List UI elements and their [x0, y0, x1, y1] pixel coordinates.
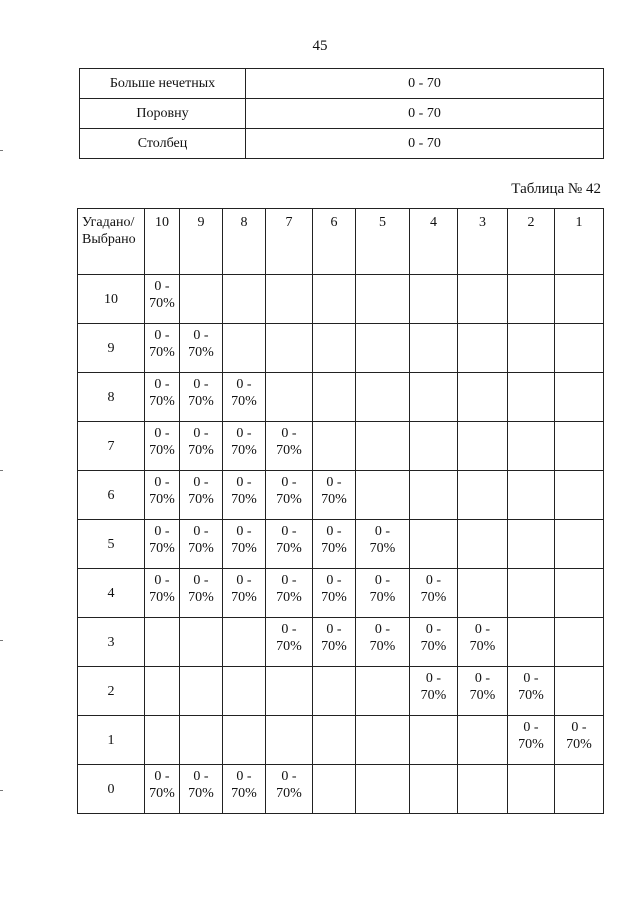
- grid-column-header: 10: [145, 209, 180, 275]
- grid-value-cell: [223, 422, 266, 471]
- grid-value-cell: [180, 569, 223, 618]
- grid-empty-cell: [555, 618, 604, 667]
- grid-empty-cell: [145, 716, 180, 765]
- grid-empty-cell: [555, 667, 604, 716]
- grid-value-cell: [313, 569, 356, 618]
- grid-empty-cell: [458, 569, 508, 618]
- grid-empty-cell: [555, 520, 604, 569]
- cell-value-line-1: 0 -: [374, 622, 391, 637]
- grid-empty-cell: [555, 422, 604, 471]
- cell-value-line-2: 70%: [566, 737, 592, 752]
- scan-edge-marks: [0, 0, 6, 905]
- grid-column-header: 9: [180, 209, 223, 275]
- grid-value-cell: [145, 275, 180, 324]
- grid-value-cell: [266, 520, 313, 569]
- grid-empty-cell: [180, 667, 223, 716]
- grid-empty-cell: [410, 471, 458, 520]
- cell-value-line-1: 0 -: [154, 279, 170, 294]
- grid-row: [78, 569, 604, 618]
- grid-row-label: 8: [78, 373, 145, 422]
- cell-value-line-2: 70%: [188, 492, 214, 507]
- grid-empty-cell: [555, 324, 604, 373]
- cell-value-line-1: 0 -: [326, 524, 342, 539]
- grid-row-label: 3: [78, 618, 145, 667]
- grid-empty-cell: [508, 324, 555, 373]
- grid-value-cell: [313, 471, 356, 520]
- cell-value-line-2: 70%: [188, 590, 214, 605]
- cell-value-line-1: 0 -: [281, 769, 297, 784]
- grid-empty-cell: [555, 471, 604, 520]
- grid-value-cell: [313, 618, 356, 667]
- grid-empty-cell: [508, 471, 555, 520]
- grid-empty-cell: [180, 275, 223, 324]
- cell-value-line-1: 0 -: [193, 377, 209, 392]
- cell-value-line-1: 0 -: [193, 524, 209, 539]
- grid-empty-cell: [356, 716, 410, 765]
- grid-row: [78, 520, 604, 569]
- grid-value-cell: [180, 324, 223, 373]
- cell-value-line-2: 70%: [231, 394, 257, 409]
- grid-empty-cell: [458, 373, 508, 422]
- cell-value-line-2: 70%: [149, 786, 175, 801]
- grid-empty-cell: [223, 275, 266, 324]
- grid-empty-cell: [508, 765, 555, 814]
- grid-value-cell: [145, 373, 180, 422]
- grid-value-cell: [266, 765, 313, 814]
- grid-empty-cell: [555, 373, 604, 422]
- grid-empty-cell: [313, 324, 356, 373]
- grid-row-label: 9: [78, 324, 145, 373]
- top-table-value-cell: 0 - 70: [246, 129, 604, 159]
- grid-value-cell: [410, 618, 458, 667]
- grid-empty-cell: [223, 716, 266, 765]
- grid-value-cell: [145, 471, 180, 520]
- top-table-value-cell: 0 - 70: [246, 99, 604, 129]
- cell-value-line-1: 0 -: [193, 426, 209, 441]
- grid-empty-cell: [410, 373, 458, 422]
- cell-value-line-2: 70%: [276, 639, 302, 654]
- grid-value-cell: [180, 373, 223, 422]
- grid-empty-cell: [508, 569, 555, 618]
- cell-value-line-1: 0 -: [193, 573, 209, 588]
- cell-value-line-1: 0 -: [193, 475, 209, 490]
- grid-empty-cell: [508, 618, 555, 667]
- grid-row-label: 4: [78, 569, 145, 618]
- top-table-row: [80, 129, 604, 159]
- grid-empty-cell: [223, 324, 266, 373]
- cell-value-line-1: 0 -: [281, 426, 297, 441]
- grid-value-cell: [356, 569, 410, 618]
- cell-value-line-2: 70%: [369, 590, 396, 605]
- cell-value-line-2: 70%: [188, 541, 214, 556]
- cell-value-line-2: 70%: [321, 639, 347, 654]
- grid-value-cell: [266, 569, 313, 618]
- top-table-label-cell: Больше нечетных: [80, 69, 246, 99]
- grid-empty-cell: [555, 569, 604, 618]
- cell-value-line-1: 0 -: [154, 524, 170, 539]
- grid-column-header: 2: [508, 209, 555, 275]
- cell-value-line-1: 0 -: [474, 622, 491, 637]
- grid-empty-cell: [508, 275, 555, 324]
- grid-empty-cell: [266, 275, 313, 324]
- cell-value-line-1: 0 -: [193, 769, 209, 784]
- grid-row-label: 0: [78, 765, 145, 814]
- cell-value-line-2: 70%: [518, 737, 544, 752]
- cell-value-line-2: 70%: [188, 786, 214, 801]
- grid-empty-cell: [313, 275, 356, 324]
- cell-value-line-2: 70%: [276, 443, 302, 458]
- top-table-label-cell: Столбец: [80, 129, 246, 159]
- grid-empty-cell: [356, 275, 410, 324]
- grid-row: [78, 324, 604, 373]
- grid-value-cell: [180, 765, 223, 814]
- grid-value-cell: [145, 422, 180, 471]
- cell-value-line-2: 70%: [149, 345, 175, 360]
- grid-empty-cell: [458, 471, 508, 520]
- cell-value-line-2: 70%: [188, 443, 214, 458]
- top-table-row: [80, 69, 604, 99]
- grid-empty-cell: [555, 765, 604, 814]
- grid-empty-cell: [266, 373, 313, 422]
- cell-value-line-2: 70%: [188, 345, 214, 360]
- corner-line-1: Угадано/: [82, 215, 135, 230]
- grid-value-cell: [145, 520, 180, 569]
- cell-value-line-1: 0 -: [236, 475, 252, 490]
- grid-empty-cell: [223, 618, 266, 667]
- cell-value-line-2: 70%: [469, 688, 496, 703]
- grid-empty-cell: [180, 716, 223, 765]
- grid-value-cell: [145, 765, 180, 814]
- grid-value-cell: [555, 716, 604, 765]
- cell-value-line-2: 70%: [518, 688, 544, 703]
- grid-row: [78, 667, 604, 716]
- grid-row: [78, 373, 604, 422]
- grid-empty-cell: [356, 765, 410, 814]
- grid-empty-cell: [356, 471, 410, 520]
- cell-value-line-1: 0 -: [326, 573, 342, 588]
- grid-value-cell: [508, 667, 555, 716]
- cell-value-line-1: 0 -: [571, 720, 587, 735]
- grid-empty-cell: [356, 373, 410, 422]
- cell-value-line-2: 70%: [321, 541, 347, 556]
- grid-empty-cell: [356, 667, 410, 716]
- cell-value-line-2: 70%: [149, 590, 175, 605]
- grid-empty-cell: [410, 324, 458, 373]
- cell-value-line-2: 70%: [231, 786, 257, 801]
- cell-value-line-1: 0 -: [326, 622, 342, 637]
- cell-value-line-2: 70%: [231, 541, 257, 556]
- grid-row-label: 6: [78, 471, 145, 520]
- cell-value-line-2: 70%: [321, 590, 347, 605]
- grid-value-cell: [145, 569, 180, 618]
- grid-empty-cell: [313, 422, 356, 471]
- grid-empty-cell: [458, 422, 508, 471]
- cell-value-line-1: 0 -: [281, 622, 297, 637]
- grid-value-cell: [223, 471, 266, 520]
- cell-value-line-2: 70%: [321, 492, 347, 507]
- grid-empty-cell: [458, 716, 508, 765]
- grid-empty-cell: [145, 667, 180, 716]
- grid-value-cell: [223, 569, 266, 618]
- grid-empty-cell: [458, 275, 508, 324]
- grid-header-row: [78, 209, 604, 275]
- grid-row: [78, 716, 604, 765]
- grid-empty-cell: [313, 765, 356, 814]
- grid-empty-cell: [266, 667, 313, 716]
- grid-empty-cell: [410, 716, 458, 765]
- grid-empty-cell: [145, 618, 180, 667]
- cell-value-line-1: 0 -: [374, 573, 391, 588]
- grid-empty-cell: [313, 373, 356, 422]
- grid-row-label: 1: [78, 716, 145, 765]
- cell-value-line-1: 0 -: [236, 524, 252, 539]
- grid-value-cell: [508, 716, 555, 765]
- grid-empty-cell: [508, 422, 555, 471]
- cell-value-line-1: 0 -: [154, 426, 170, 441]
- grid-value-cell: [223, 373, 266, 422]
- grid-row-label: 7: [78, 422, 145, 471]
- grid-empty-cell: [508, 520, 555, 569]
- grid-empty-cell: [410, 422, 458, 471]
- cell-value-line-2: 70%: [231, 492, 257, 507]
- grid-row-label: 10: [78, 275, 145, 324]
- cell-value-line-1: 0 -: [281, 524, 297, 539]
- cell-value-line-1: 0 -: [523, 671, 539, 686]
- grid-empty-cell: [410, 520, 458, 569]
- top-table-label-cell: Поровну: [80, 99, 246, 129]
- grid-row: [78, 618, 604, 667]
- cell-value-line-1: 0 -: [523, 720, 539, 735]
- grid-value-cell: [223, 520, 266, 569]
- grid-empty-cell: [508, 373, 555, 422]
- grid-value-cell: [458, 618, 508, 667]
- cell-value-line-1: 0 -: [236, 769, 252, 784]
- grid-empty-cell: [356, 324, 410, 373]
- grid-empty-cell: [458, 765, 508, 814]
- cell-value-line-1: 0 -: [154, 328, 170, 343]
- cell-value-line-2: 70%: [469, 639, 496, 654]
- grid-corner-header: [78, 209, 145, 275]
- grid-value-cell: [356, 618, 410, 667]
- cell-value-line-1: 0 -: [425, 573, 442, 588]
- cell-value-line-2: 70%: [276, 541, 302, 556]
- grid-column-header: 4: [410, 209, 458, 275]
- grid-row: [78, 471, 604, 520]
- grid-empty-cell: [410, 765, 458, 814]
- cell-value-line-1: 0 -: [425, 622, 442, 637]
- grid-column-header: 6: [313, 209, 356, 275]
- grid-value-cell: [356, 520, 410, 569]
- page-number: 45: [312, 38, 328, 54]
- cell-value-line-1: 0 -: [281, 573, 297, 588]
- cell-value-line-2: 70%: [149, 541, 175, 556]
- grid-row-label: 2: [78, 667, 145, 716]
- parity-odds-table: [79, 68, 604, 159]
- cell-value-line-2: 70%: [276, 492, 302, 507]
- cell-value-line-1: 0 -: [154, 475, 170, 490]
- cell-value-line-1: 0 -: [326, 475, 342, 490]
- cell-value-line-1: 0 -: [236, 377, 252, 392]
- grid-column-header: 1: [555, 209, 604, 275]
- table-caption: Таблица № 42: [511, 181, 601, 197]
- grid-value-cell: [180, 471, 223, 520]
- grid-column-header: 8: [223, 209, 266, 275]
- cell-value-line-2: 70%: [149, 443, 175, 458]
- guessed-chosen-grid-table: [77, 208, 604, 814]
- grid-value-cell: [266, 471, 313, 520]
- cell-value-line-1: 0 -: [236, 426, 252, 441]
- cell-value-line-2: 70%: [188, 394, 214, 409]
- grid-empty-cell: [313, 716, 356, 765]
- grid-row: [78, 422, 604, 471]
- cell-value-line-1: 0 -: [374, 524, 391, 539]
- cell-value-line-2: 70%: [149, 296, 175, 311]
- grid-row: [78, 765, 604, 814]
- grid-row: [78, 275, 604, 324]
- corner-line-2: Выбрано: [82, 232, 136, 247]
- grid-value-cell: [266, 618, 313, 667]
- grid-value-cell: [145, 324, 180, 373]
- grid-empty-cell: [180, 618, 223, 667]
- grid-column-header: 5: [356, 209, 410, 275]
- cell-value-line-1: 0 -: [281, 475, 297, 490]
- cell-value-line-2: 70%: [420, 688, 447, 703]
- grid-value-cell: [458, 667, 508, 716]
- grid-empty-cell: [223, 667, 266, 716]
- grid-value-cell: [313, 520, 356, 569]
- top-table-row: [80, 99, 604, 129]
- grid-value-cell: [180, 520, 223, 569]
- grid-value-cell: [223, 765, 266, 814]
- grid-value-cell: [180, 422, 223, 471]
- cell-value-line-1: 0 -: [154, 573, 170, 588]
- cell-value-line-2: 70%: [149, 492, 175, 507]
- grid-empty-cell: [266, 324, 313, 373]
- grid-column-header: 7: [266, 209, 313, 275]
- cell-value-line-2: 70%: [149, 394, 175, 409]
- top-table-value-cell: 0 - 70: [246, 69, 604, 99]
- grid-value-cell: [266, 422, 313, 471]
- cell-value-line-1: 0 -: [425, 671, 442, 686]
- cell-value-line-1: 0 -: [154, 377, 170, 392]
- cell-value-line-1: 0 -: [236, 573, 252, 588]
- grid-empty-cell: [356, 422, 410, 471]
- cell-value-line-2: 70%: [276, 786, 302, 801]
- cell-value-line-2: 70%: [231, 590, 257, 605]
- grid-column-header: 3: [458, 209, 508, 275]
- grid-empty-cell: [458, 324, 508, 373]
- grid-empty-cell: [266, 716, 313, 765]
- cell-value-line-2: 70%: [420, 639, 447, 654]
- cell-value-line-2: 70%: [369, 639, 396, 654]
- grid-row-label: 5: [78, 520, 145, 569]
- cell-value-line-1: 0 -: [474, 671, 491, 686]
- grid-value-cell: [410, 569, 458, 618]
- grid-empty-cell: [410, 275, 458, 324]
- grid-empty-cell: [458, 520, 508, 569]
- cell-value-line-2: 70%: [276, 590, 302, 605]
- cell-value-line-2: 70%: [420, 590, 447, 605]
- grid-empty-cell: [313, 667, 356, 716]
- cell-value-line-2: 70%: [231, 443, 257, 458]
- cell-value-line-1: 0 -: [193, 328, 209, 343]
- cell-value-line-2: 70%: [369, 541, 396, 556]
- cell-value-line-1: 0 -: [154, 769, 170, 784]
- grid-value-cell: [410, 667, 458, 716]
- grid-empty-cell: [555, 275, 604, 324]
